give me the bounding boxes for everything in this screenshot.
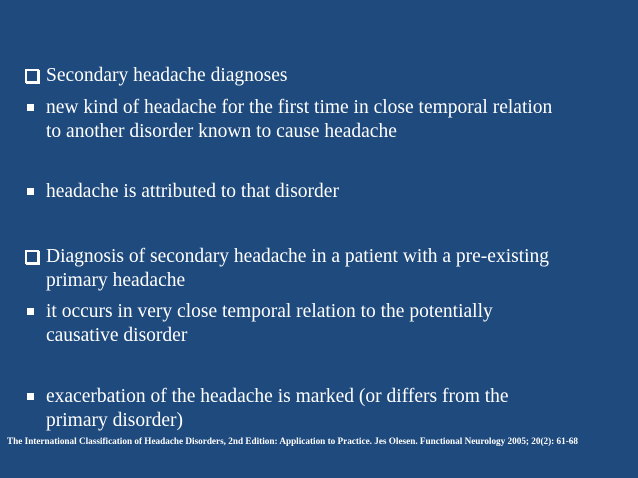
bullet-close-relation-line-2: causative disorder (46, 325, 188, 346)
hollow-square-icon (25, 69, 39, 83)
section-heading-pre-existing-line-2: primary headache (46, 270, 186, 291)
bullet-new-kind-line-1: new kind of headache for the first time in close temporal relation (46, 97, 553, 118)
citation: The International Classification of Headache Disorders, 2nd Edition: Application to Practice. Jes Olesen. Functional Neurology 2005; 20(2): 61-68 (7, 436, 578, 446)
bullet-attributed: headache is attributed to that disorder (46, 181, 339, 202)
bullet-exacerbation-line-1: exacerbation of the headache is marked (or differs from the (46, 386, 509, 407)
section-heading-pre-existing-line-1: Diagnosis of secondary headache in a patient with a pre-existing (46, 246, 550, 267)
filled-square-icon (27, 393, 34, 400)
section-heading-secondary-diagnoses: Secondary headache diagnoses (46, 65, 288, 86)
bullet-exacerbation-line-2: primary disorder) (46, 410, 183, 431)
hollow-square-icon (25, 250, 39, 264)
filled-square-icon (27, 188, 34, 195)
bullet-close-relation-line-1: it occurs in very close temporal relation to the potentially (46, 301, 493, 322)
filled-square-icon (27, 104, 34, 111)
bullet-new-kind-line-2: to another disorder known to cause headache (46, 121, 397, 142)
filled-square-icon (27, 308, 34, 315)
